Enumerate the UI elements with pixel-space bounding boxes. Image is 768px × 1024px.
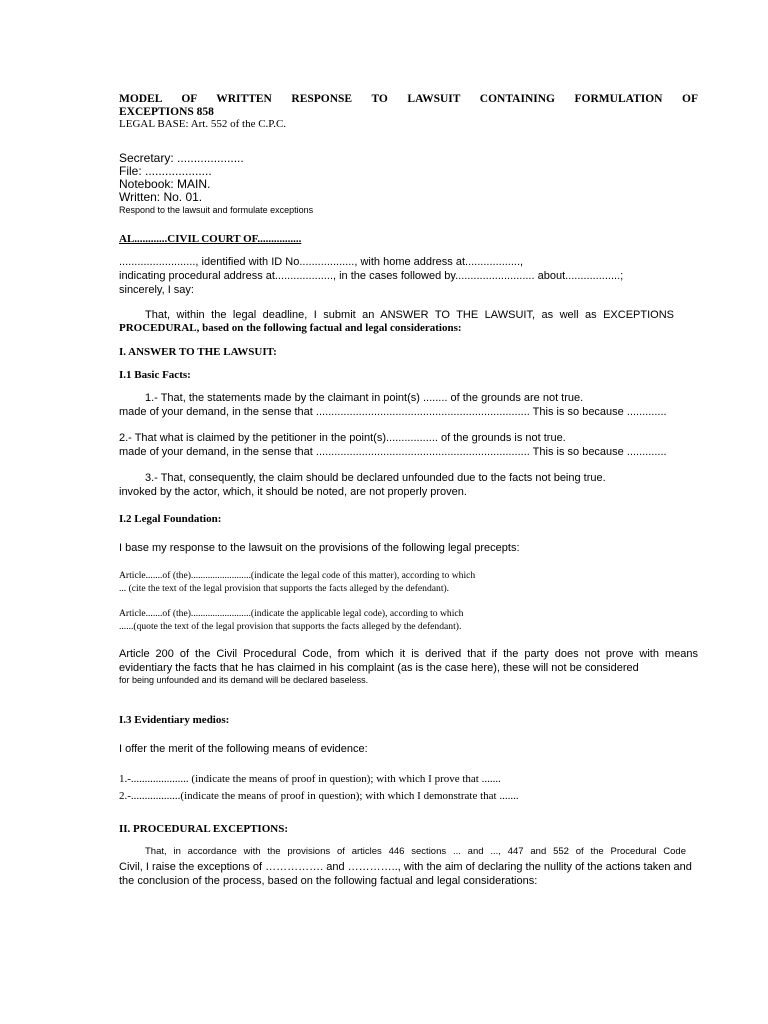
- article200-line2: evidentiary the facts that he has claimed in his complaint (as is the case here), these will not be considered: [119, 662, 639, 674]
- fact3-line1: 3.- That, consequently, the claim should be declared unfounded due to the facts not being true.: [145, 472, 606, 484]
- evidence-item1: 1.-..................... (indicate the means of proof in question); with which I prove that .......: [119, 773, 501, 785]
- exceptions-line2: Civil, I raise the exceptions of ……………. and ………….., with the aim of declaring the nullity of the actions taken and: [119, 861, 692, 873]
- section2-heading: II. PROCEDURAL EXCEPTIONS:: [119, 823, 288, 835]
- evidence-item2: 2.-..................(indicate the means of proof in question); with which I demonstrate that .......: [119, 790, 519, 802]
- written-field: Written: No. 01.: [119, 190, 203, 204]
- fact1-line2: made of your demand, in the sense that ...................................................................... This is so because .............: [119, 406, 667, 418]
- file-field: File: ....................: [119, 164, 212, 178]
- legal-foundation-heading: I.2 Legal Foundation:: [119, 513, 222, 525]
- exceptions-line1: That, in accordance with the provisions of articles 446 sections ... and ..., 447 and 552 of the Procedural Code: [145, 846, 686, 857]
- evidence-intro: I offer the merit of the following means of evidence:: [119, 743, 368, 755]
- document-title-line1: MODEL OF WRITTEN RESPONSE TO LAWSUIT CONTAINING FORMULATION OF: [119, 93, 698, 105]
- secretary-field: Secretary: ....................: [119, 151, 244, 165]
- legal-base: LEGAL BASE: Art. 552 of the C.P.C.: [119, 118, 287, 130]
- court-heading: AL............CIVIL COURT OF................: [119, 233, 302, 245]
- legal-intro: I base my response to the lawsuit on the provisions of the following legal precepts:: [119, 542, 520, 554]
- article1-line2: ... (cite the text of the legal provision that supports the facts alleged by the defendant).: [119, 583, 450, 594]
- article1-line1: Article.......of (the).........................(indicate the legal code of this matter), according to which: [119, 570, 476, 581]
- basic-facts-heading: I.1 Basic Facts:: [119, 369, 191, 381]
- section1-heading: I. ANSWER TO THE LAWSUIT:: [119, 346, 277, 358]
- evidentiary-heading: I.3 Evidentiary medios:: [119, 714, 230, 726]
- article2-line2: ......(quote the text of the legal provision that supports the facts alleged by the defendant).: [119, 621, 462, 632]
- fact1-line1: 1.- That, the statements made by the claimant in point(s) ........ of the grounds are not true.: [145, 392, 584, 404]
- opening-line2: PROCEDURAL, based on the following factual and legal considerations:: [119, 322, 462, 334]
- intro-line3: sincerely, I say:: [119, 284, 194, 296]
- exceptions-line3: the conclusion of the process, based on the following factual and legal considerations:: [119, 875, 538, 887]
- fact2-line1: 2.- That what is claimed by the petitioner in the point(s)................. of the grounds is not true.: [119, 432, 566, 444]
- article2-line1: Article.......of (the).........................(indicate the applicable legal code), according to which: [119, 608, 464, 619]
- opening-line1: That, within the legal deadline, I submit an ANSWER TO THE LAWSUIT, as well as EXCEPTIONS: [145, 309, 674, 321]
- document-title-line2: EXCEPTIONS 858: [119, 106, 214, 118]
- fact3-line2: invoked by the actor, which, it should be noted, are not properly proven.: [119, 486, 467, 498]
- article200-line3: for being unfounded and its demand will be declared baseless.: [119, 675, 369, 685]
- notebook-field: Notebook: MAIN.: [119, 177, 211, 191]
- intro-line2: indicating procedural address at..................., in the cases followed by.......................... about..................;: [119, 270, 624, 282]
- article200-line1: Article 200 of the Civil Procedural Code, from which it is derived that if the party does not prove with means: [119, 648, 698, 660]
- subject-line: Respond to the lawsuit and formulate exceptions: [119, 205, 314, 215]
- fact2-line2: made of your demand, in the sense that ...................................................................... This is so because .............: [119, 446, 667, 458]
- intro-line1: ........................., identified with ID No.................., with home address at..................,: [119, 256, 524, 268]
